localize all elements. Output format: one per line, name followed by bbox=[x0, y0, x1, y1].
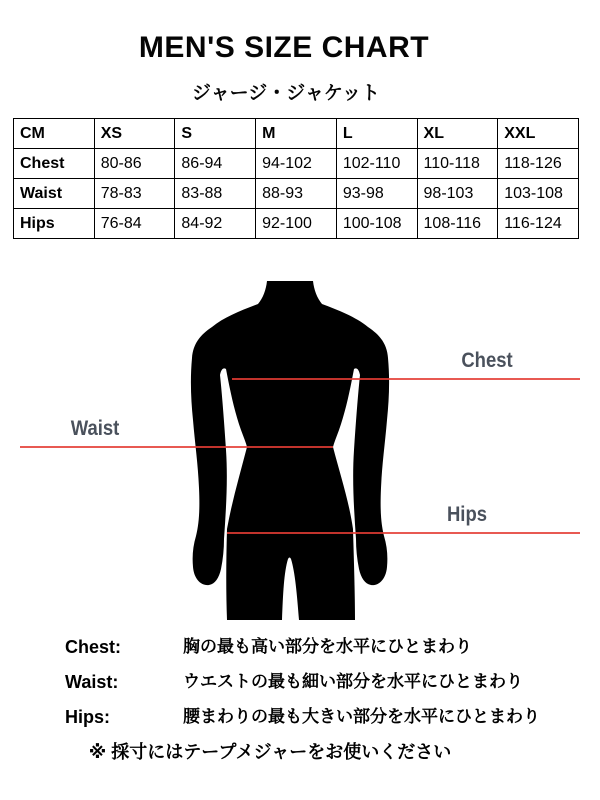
cell-waist-xl: 98-103 bbox=[417, 179, 498, 209]
cell-waist-s: 83-88 bbox=[175, 179, 256, 209]
cell-chest-s: 86-94 bbox=[175, 149, 256, 179]
hips-measure-line bbox=[227, 532, 580, 534]
cell-chest-l: 102-110 bbox=[336, 149, 417, 179]
chest-line-label: Chest bbox=[461, 349, 513, 372]
measuring-note: ※ 採寸にはテープメジャーをお使いください bbox=[88, 742, 452, 762]
guide-row-chest bbox=[0, 636, 600, 658]
male-torso-silhouette bbox=[170, 278, 410, 622]
cell-waist-xs: 78-83 bbox=[94, 179, 175, 209]
table-header-row bbox=[14, 119, 579, 149]
table-row bbox=[14, 149, 579, 179]
cell-hips-xs: 76-84 bbox=[94, 209, 175, 239]
col-header-m: M bbox=[256, 119, 337, 149]
cell-hips-s: 84-92 bbox=[175, 209, 256, 239]
guide-text-waist: ウエストの最も細い部分を水平にひとまわり bbox=[183, 672, 523, 691]
col-header-cm: CM bbox=[14, 119, 95, 149]
table-row bbox=[14, 209, 579, 239]
cell-hips-xl: 108-116 bbox=[417, 209, 498, 239]
cell-chest-xs: 80-86 bbox=[94, 149, 175, 179]
waist-line-label: Waist bbox=[70, 417, 120, 440]
cell-waist-l: 93-98 bbox=[336, 179, 417, 209]
row-label-chest: Chest bbox=[14, 149, 95, 179]
cell-waist-xxl: 103-108 bbox=[498, 179, 579, 209]
cell-waist-m: 88-93 bbox=[256, 179, 337, 209]
cell-chest-m: 94-102 bbox=[256, 149, 337, 179]
guide-label-hips: Hips: bbox=[65, 707, 110, 727]
col-header-xl: XL bbox=[417, 119, 498, 149]
chest-measure-line bbox=[232, 378, 580, 380]
guide-text-hips: 腰まわりの最も大きい部分を水平にひとまわり bbox=[183, 707, 540, 726]
size-table bbox=[13, 118, 579, 239]
row-label-waist: Waist bbox=[14, 179, 95, 209]
guide-row-waist bbox=[0, 671, 600, 693]
guide-text-chest: 胸の最も高い部分を水平にひとまわり bbox=[183, 637, 472, 656]
cell-chest-xxl: 118-126 bbox=[498, 149, 579, 179]
hips-line-label: Hips bbox=[446, 503, 488, 526]
guide-label-waist: Waist: bbox=[65, 672, 119, 692]
cell-hips-l: 100-108 bbox=[336, 209, 417, 239]
col-header-s: S bbox=[175, 119, 256, 149]
col-header-l: L bbox=[336, 119, 417, 149]
waist-measure-line bbox=[20, 446, 333, 448]
col-header-xxl: XXL bbox=[498, 119, 579, 149]
cell-chest-xl: 110-118 bbox=[417, 149, 498, 179]
cell-hips-xxl: 116-124 bbox=[498, 209, 579, 239]
col-header-xs: XS bbox=[94, 119, 175, 149]
page-title: MEN'S SIZE CHART bbox=[138, 31, 430, 64]
subtitle: ジャージ・ジャケット bbox=[192, 83, 380, 104]
row-label-hips: Hips bbox=[14, 209, 95, 239]
guide-row-hips bbox=[0, 706, 600, 728]
guide-label-chest: Chest: bbox=[65, 637, 122, 657]
table-row bbox=[14, 179, 579, 209]
cell-hips-m: 92-100 bbox=[256, 209, 337, 239]
